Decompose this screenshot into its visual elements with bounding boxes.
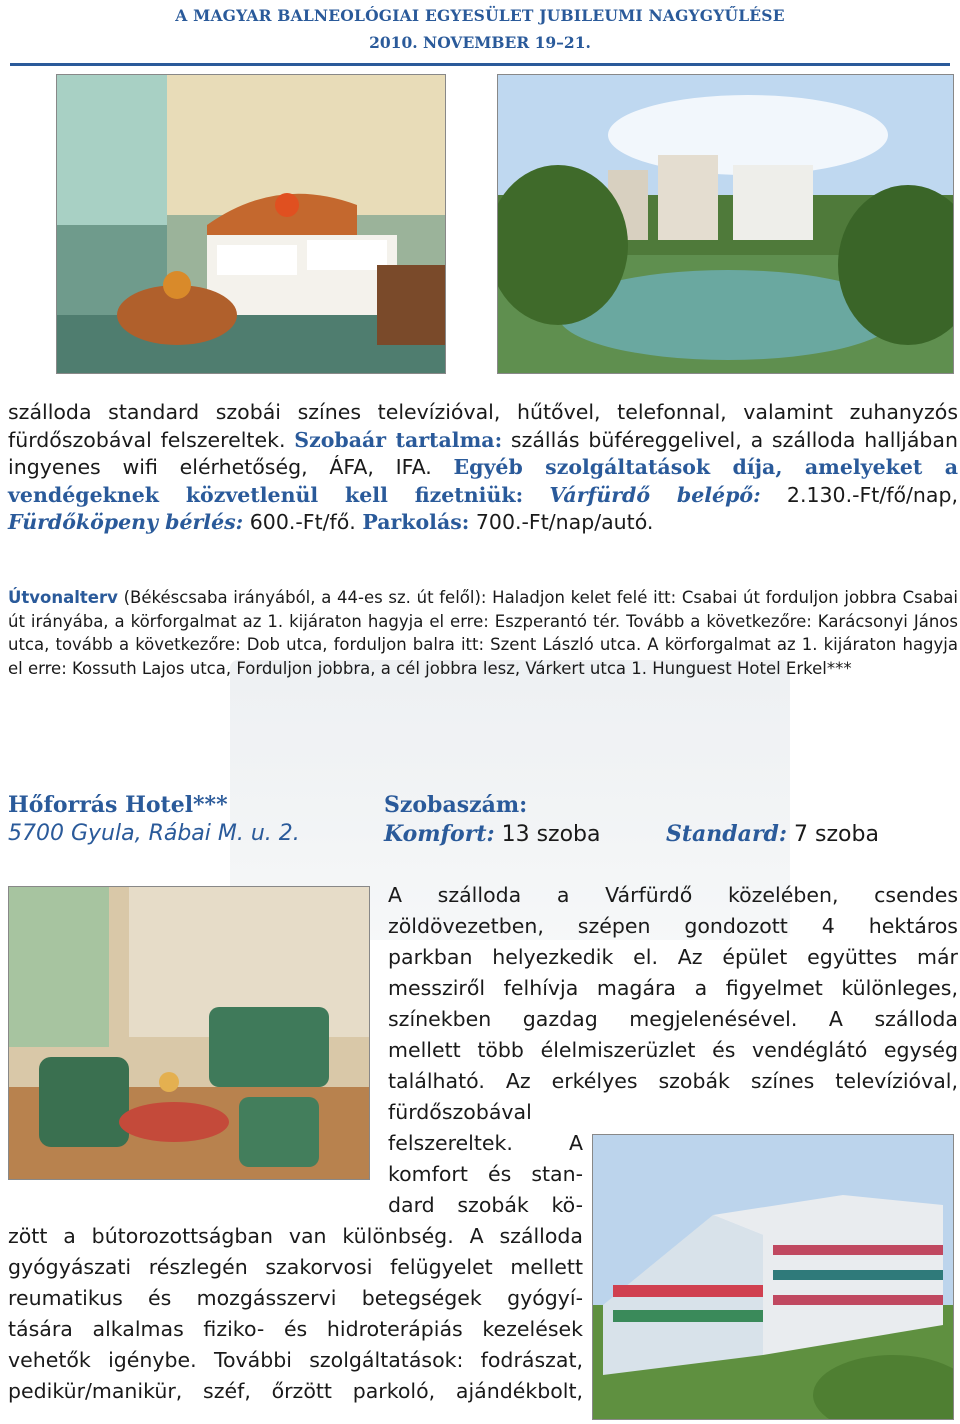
photo-hotel-room	[56, 74, 446, 374]
desc-line: A szálloda a Várfürdő közelében, csendes	[388, 883, 958, 907]
room-price-label: Szobaár tartalma:	[294, 427, 503, 452]
route-text: (Békéscsaba irányából, a 44-es sz. út felől): Haladjon kelet felé itt: Csabai út forduljon jobbra Csabai út irányába, a körforgalmat az 1. kijáraton hagyja el erre: Eszperantó tér. Tovább a következőre: Karácsonyi János utca, tovább a következőre: Dob utca, forduljon balra itt: Szent László utca. A körforgalmat az 1. kijáraton hagyja el erre: Kossuth Lajos utca, Forduljon jobbra, a cél jobbra lesz, Várkert utca 1. Hunguest Hotel Erkel***	[8, 588, 958, 678]
komfort-rooms: Komfort: 13 szoba	[384, 821, 601, 847]
desc-line: gyógyászati részlegén szakorvosi felügyelet mellett	[8, 1255, 583, 1279]
intro-paragraph: szálloda standard szobái színes televízióval, hűtővel, telefonnal, valamint zuhanyzós fürdőszobával felszereltek. Szobaár tartalma: szállás büféreggelivel, a szálloda halljában ingyenes wifi elérhetőség, ÁFA, IFA. Egyéb szolgáltatások díja, amelyeket a vendégeknek közvetlenül kell fizetniük: Várfürdő belépő: 2.130.-Ft/fő/nap, Fürdőköpeny bérlés: 600.-Ft/fő. Parkolás: 700.-Ft/nap/autó.	[8, 400, 959, 534]
bathrobe-rental-label: Fürdőköpeny bérlés:	[8, 510, 244, 534]
header-date: 2010. NOVEMBER 19–21.	[369, 33, 591, 52]
desc-line: parkban helyezkedik el. Az épület együttes már	[388, 945, 958, 969]
desc-line: zött a bútorozottságban van különbség. A szálloda	[8, 1224, 583, 1248]
desc-line: mellett több élelmiszerüzlet és vendéglátó egység	[388, 1038, 958, 1062]
parking-label: Parkolás:	[362, 510, 470, 534]
desc-line: színekben gazdag megjelenésével. A szálloda	[388, 1007, 958, 1031]
desc-line: dard szobák kö-	[388, 1193, 583, 1217]
photo-room-armchairs	[8, 886, 370, 1180]
other-services-label: Egyéb szolgáltatások díja, amelyeket a vendégeknek közvetlenül kell fizetniük:	[8, 455, 959, 507]
desc-line: fürdőszobával	[388, 1100, 532, 1124]
desc-line: komfort és stan-	[388, 1162, 583, 1186]
hotel-name: Hőforrás Hotel***	[8, 792, 228, 818]
route-paragraph	[8, 586, 958, 680]
hotel-address: 5700 Gyula, Rábai M. u. 2.	[8, 821, 300, 846]
desc-line: pedikür/manikür, széf, őrzött parkoló, ajándékbolt,	[8, 1379, 583, 1403]
desc-line: zöldövezetben, szépen gondozott 4 hektáros	[388, 914, 958, 938]
room-count-label: Szobaszám:	[384, 792, 528, 818]
desc-line: tására alkalmas fiziko- és hidroterápiás kezelések	[8, 1317, 583, 1341]
photo-lake-hotel	[497, 74, 954, 374]
photo-hotel-building	[592, 1134, 954, 1420]
desc-line: vehetők igénybe. További szolgáltatások: fodrászat,	[8, 1348, 583, 1372]
desc-line: reumatikus és mozgásszervi betegségek gyógyí-	[8, 1286, 583, 1310]
desc-line: felszereltek. A	[388, 1131, 583, 1155]
route-label: Útvonalterv	[8, 588, 118, 607]
header-title: A MAGYAR BALNEOLÓGIAI EGYESÜLET JUBILEUMI NAGYGYŰLÉSE	[175, 6, 785, 25]
standard-rooms: Standard: 7 szoba	[666, 821, 879, 847]
header-rule	[10, 63, 950, 66]
bath-entry-label: Várfürdő belépő:	[549, 482, 761, 507]
desc-line: található. Az erkélyes szobák színes televízióval,	[388, 1069, 958, 1093]
desc-line: messziről felhívja magára a figyelmet különleges,	[388, 976, 958, 1000]
